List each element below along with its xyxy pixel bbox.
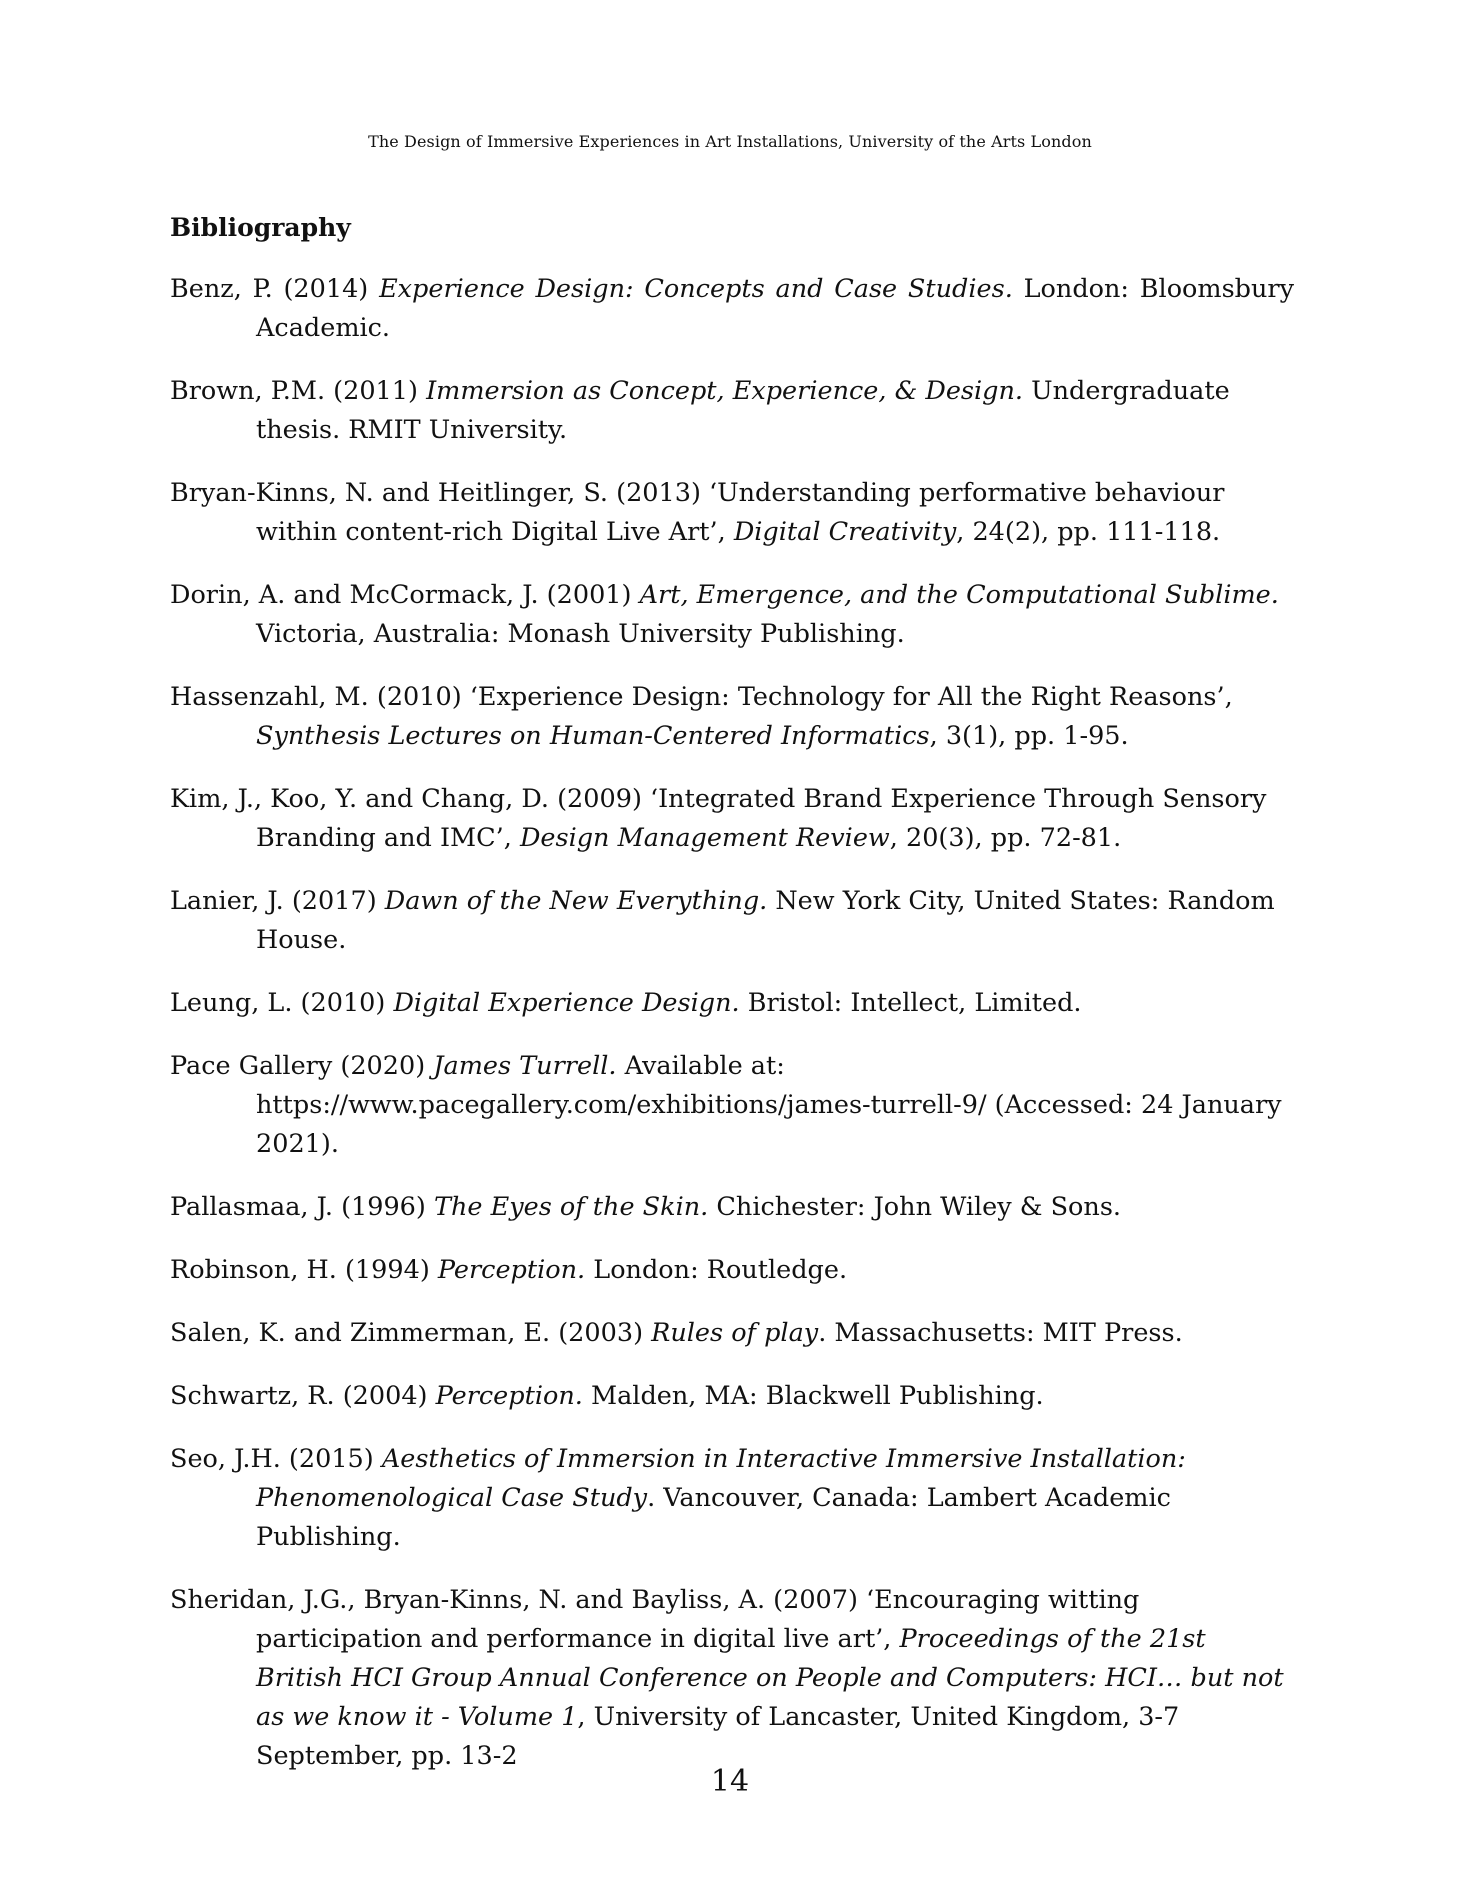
- reference-entry: [170, 270, 1294, 348]
- reference-entry: [170, 474, 1294, 552]
- reference-details: London: Routledge.: [585, 1255, 848, 1285]
- reference-entry: [170, 1440, 1294, 1557]
- reference-entry: [170, 1188, 1294, 1227]
- reference-authors: Pace Gallery (2020): [170, 1051, 434, 1081]
- reference-authors: Dorin, A. and McCormack, J. (2001): [170, 580, 640, 610]
- reference-entry: [170, 372, 1294, 450]
- reference-details: , University of Lancaster, United Kingdom, 3-7 September, pp. 13-2: [256, 1702, 1180, 1771]
- reference-details: . Massachusetts: MIT Press.: [818, 1318, 1183, 1348]
- bibliography-section: [170, 210, 1294, 1800]
- reference-details: , 20(3), pp. 72-81.: [889, 823, 1122, 853]
- reference-journal: Synthesis Lectures on Human-Centered Informatics: [256, 721, 930, 751]
- reference-details: Malden, MA: Blackwell Publishing.: [582, 1381, 1044, 1411]
- reference-entry: [170, 780, 1294, 858]
- reference-title: Aesthetics of Immersion in Interactive Immersive Installation: Phenomenological Case Study: [256, 1444, 1186, 1513]
- reference-details: , 24(2), pp. 111-118.: [956, 517, 1221, 547]
- reference-title: The Eyes of the Skin.: [433, 1192, 709, 1222]
- reference-authors: Brown, P.M. (2011): [170, 376, 427, 406]
- reference-authors: Pallasmaa, J. (1996): [170, 1192, 434, 1222]
- reference-authors: Benz, P. (2014): [170, 274, 380, 304]
- reference-details: . Vancouver, Canada: Lambert Academic Publishing.: [256, 1483, 1171, 1552]
- reference-title: Immersion as Concept, Experience, & Design.: [426, 376, 1024, 406]
- reference-entry: [170, 1251, 1294, 1290]
- reference-details: London: Bloomsbury Academic.: [256, 274, 1295, 343]
- reference-authors: Kim, J., Koo, Y. and Chang, D. (2009) ‘Integrated Brand Experience Through Sensory Branding and IMC’,: [170, 784, 1267, 853]
- reference-title: Dawn of the New Everything.: [384, 886, 768, 916]
- reference-title: Rules of play: [651, 1318, 819, 1348]
- reference-authors: Robinson, H. (1994): [170, 1255, 438, 1285]
- running-header: The Design of Immersive Experiences in Art Installations, University of the Arts London: [368, 132, 1092, 151]
- page-number: 14: [710, 1764, 750, 1799]
- reference-proceedings: Proceedings of the 21st British HCI Group Annual Conference on People and Computers: HCI… but not as we know it - Volume 1: [256, 1624, 1284, 1732]
- reference-list: [170, 270, 1294, 1776]
- reference-entry: [170, 1314, 1294, 1353]
- reference-title: Perception.: [437, 1255, 586, 1285]
- reference-entry: [170, 882, 1294, 960]
- reference-details: New York City, United States: Random House.: [256, 886, 1275, 955]
- reference-entry: [170, 1377, 1294, 1416]
- reference-details: Undergraduate thesis. RMIT University.: [256, 376, 1230, 445]
- reference-authors: Lanier, J. (2017): [170, 886, 385, 916]
- reference-authors: Schwartz, R. (2004): [170, 1381, 436, 1411]
- reference-title: Perception.: [435, 1381, 583, 1411]
- reference-details: Chichester: John Wiley & Sons.: [708, 1192, 1122, 1222]
- reference-entry: [170, 1581, 1294, 1776]
- reference-title: James Turrell.: [433, 1051, 617, 1081]
- reference-details: Victoria, Australia: Monash University Publishing.: [256, 619, 905, 649]
- reference-authors: Sheridan, J.G., Bryan-Kinns, N. and Bayliss, A. (2007) ‘Encouraging witting participation and performance in digital live art’,: [170, 1585, 1140, 1654]
- reference-authors: Hassenzahl, M. (2010) ‘Experience Design: Technology for All the Right Reasons’,: [170, 682, 1233, 712]
- reference-title: Experience Design: Concepts and Case Studies.: [379, 274, 1013, 304]
- reference-authors: Bryan-Kinns, N. and Heitlinger, S. (2013) ‘Understanding performative behaviour within content-rich Digital Live Art’,: [170, 478, 1225, 547]
- reference-details: Bristol: Intellect, Limited.: [739, 988, 1082, 1018]
- reference-title: Art, Emergence, and the Computational Sublime.: [639, 580, 1279, 610]
- reference-details: , 3(1), pp. 1-95.: [929, 721, 1129, 751]
- reference-authors: Seo, J.H. (2015): [170, 1444, 382, 1474]
- reference-details: Available at: https://www.pacegallery.com/exhibitions/james-turrell-9/ (Accessed: 24 January 2021).: [256, 1051, 1282, 1159]
- reference-authors: Leung, L. (2010): [170, 988, 394, 1018]
- reference-entry: [170, 678, 1294, 756]
- reference-entry: [170, 576, 1294, 654]
- reference-journal: Digital Creativity: [733, 517, 957, 547]
- reference-journal: Design Management Review: [519, 823, 890, 853]
- reference-title: Digital Experience Design.: [393, 988, 740, 1018]
- bibliography-heading: Bibliography: [170, 213, 351, 242]
- reference-entry: [170, 984, 1294, 1023]
- reference-entry: [170, 1047, 1294, 1164]
- reference-authors: Salen, K. and Zimmerman, E. (2003): [170, 1318, 652, 1348]
